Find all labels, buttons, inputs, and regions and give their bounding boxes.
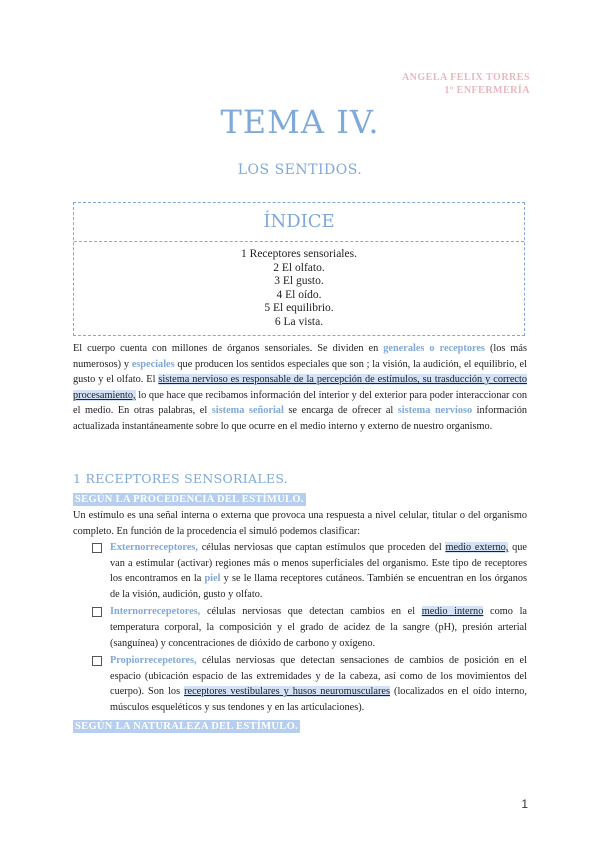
item-highlight: receptores vestibulares y husos neuromusculares	[184, 686, 390, 698]
list-item	[92, 653, 527, 715]
item-term: Externorreceptores,	[110, 542, 198, 553]
section-title: 1 RECEPTORES SENSORIALES.	[73, 471, 289, 486]
index-item: 3 El gusto.	[274, 275, 324, 287]
intro-text: (los más numerosos) y	[73, 343, 527, 370]
item-highlight: medio externo,	[445, 542, 509, 553]
item-term: Propiorrecepetores,	[110, 655, 197, 667]
checkbox-icon	[92, 607, 102, 617]
item-highlight: medio interno	[421, 606, 484, 618]
keyword-sistema-senorial: sistema señorial	[211, 405, 284, 417]
item-text: y se le llama receptores cutáneos. También se encuentran en los órganos de la visión, audición, gusto y olfato.	[110, 573, 528, 600]
item-keyword: piel	[204, 573, 221, 585]
item-text: (localizados en el oído interno, músculos esqueléticos y sus tendones y en las articulaciones).	[110, 686, 527, 713]
intro-text: información actualizada instantáneamente sobre lo que ocurre en el medio interno y externo de nuestro organismo.	[73, 405, 527, 432]
subheading-procedencia: SEGÚN LA PROCEDENCIA DEL ESTÍMULO.	[75, 494, 304, 505]
page-number: 1	[521, 797, 528, 811]
intro-text: se encarga de ofrecer al	[283, 405, 398, 417]
intro-text: El cuerpo cuenta con millones de órganos sensoriales. Se dividen en	[73, 343, 384, 354]
index-item: 6 La vista.	[274, 315, 324, 328]
index-list	[74, 248, 524, 329]
page-subtitle: LOS SENTIDOS.	[237, 162, 363, 178]
item-text: como la temperatura corporal, la composición y el grado de acidez de la sangre (pH), presión arterial (sanguínea) y concentraciones de dióxido de carbono y oxígeno.	[110, 606, 527, 649]
index-item: 5 El equilibrio.	[264, 302, 334, 314]
list-item	[92, 604, 527, 651]
intro-text: que producen los sentidos especiales que son ; la visión, la audición, el equilibrio, el gusto y el olfato. El	[73, 358, 527, 386]
page-title: TEMA IV.	[220, 103, 380, 141]
index-divider	[74, 241, 524, 242]
highlight-sistema-nervioso: sistema nervioso es responsable de la percepción de estímulos, su trasducción y correcto procesamiento,	[73, 374, 527, 401]
index-item: 4 El oído.	[276, 288, 322, 301]
checkbox-icon	[92, 656, 102, 666]
index-item: 1 Receptores sensoriales.	[241, 248, 357, 260]
author-name: ANGELA FELIX TORRES	[401, 72, 530, 83]
item-text: células nerviosas que detectan cambios en el	[200, 606, 422, 618]
receptor-list	[92, 540, 527, 718]
intro-text: lo que hace que recibamos información del interior y del exterior para poder interaccionar con el medio. En otras palabras, el	[73, 389, 527, 417]
keyword-especiales: especiales	[131, 358, 175, 370]
index-item: 2 El olfato.	[273, 261, 325, 274]
index-box	[73, 202, 525, 336]
index-heading: ÍNDICE	[263, 211, 335, 232]
section-paragraph: Un estímulo es una señal interna o externa que provoca una respuesta a nivel celular, titular o del organismo completo. En función de la procedencia el simuló podemos clasificar:	[73, 510, 527, 537]
author-block	[402, 71, 530, 97]
keyword-sistema-nervioso: sistema nervioso	[397, 405, 473, 417]
keyword-generales: generales o receptores	[383, 343, 485, 354]
item-text: células nerviosas que detectan sensaciones de cambios de posición en el espacio (ubicación espacio de las extremidades y de la cabeza, así como de los movimientos del cuerpo). Son los	[110, 655, 527, 698]
item-text: células nerviosas que captan estímulos que proceden del	[197, 542, 446, 553]
subheading-naturaleza: SEGÚN LA NATURALEZA DEL ESTÍMULO.	[75, 721, 298, 732]
checkbox-icon	[92, 543, 102, 553]
intro-paragraph	[73, 341, 527, 435]
list-item	[92, 540, 527, 602]
item-term: Internorrecepetores,	[110, 606, 201, 618]
author-course: 1º ENFERMERÍA	[444, 85, 530, 96]
item-text: que van a estimular (activar) regiones más o menos superficiales del organismo. Este tipo de receptores los encontramos en la	[110, 542, 527, 585]
